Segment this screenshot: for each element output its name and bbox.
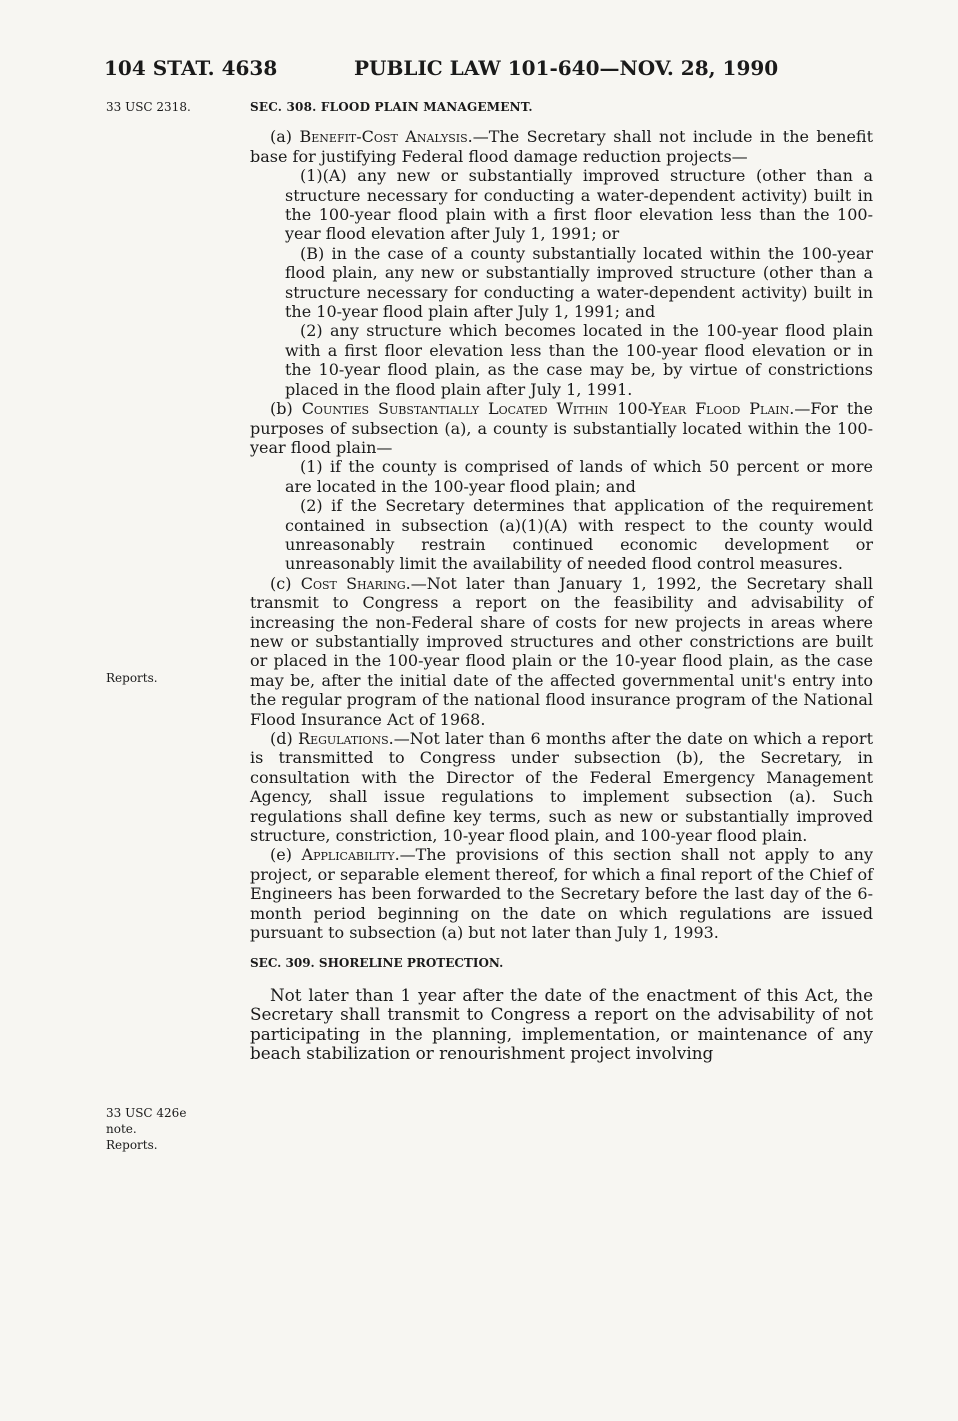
margin-note-reports-2: Reports. xyxy=(106,1138,158,1152)
paragraph-b1: (1) if the county is comprised of lands of which 50 percent or more are located in the 100-year flood plain; and xyxy=(285,457,873,496)
section-308-heading: SEC. 308. FLOOD PLAIN MANAGEMENT. xyxy=(250,100,533,114)
section-309-heading: SEC. 309. SHORELINE PROTECTION. xyxy=(250,956,504,971)
stat-page-number: 104 STAT. 4638 xyxy=(104,56,278,80)
subsection-c-title: Cost Sharing. xyxy=(300,573,411,593)
paragraph-b2: (2) if the Secretary determines that application of the requirement contained in subsection (a)(1)(A) with respect to the county would unreasonably restrain continued economic development or unreasonably limit the availability of needed flood control measures. xyxy=(285,496,873,574)
paragraph-a1A: (1)(A) any new or substantially improved structure (other than a structure necessary for conducting a water-dependent activity) built in the 100-year flood plain with a first floor elevation less than the 100-year flood elevation after July 1, 1991; or xyxy=(285,166,873,244)
document-body xyxy=(250,98,873,1064)
paragraph-a1B: (B) in the case of a county substantially located within the 100-year flood plain, any new or substantially improved structure (other than a structure necessary for conducting a water-dependent activity) built in the 10-year flood plain after July 1, 1991; and xyxy=(285,243,873,322)
margin-note-usc-426e: 33 USC 426e xyxy=(106,1106,187,1120)
subsection-e-title: Applicability. xyxy=(301,845,400,865)
margin-note-note: note. xyxy=(106,1122,137,1136)
margin-note-usc-2318: 33 USC 2318. xyxy=(106,100,191,114)
subsection-a: (a) Benefit-Cost Analysis.—The Secretary shall not include in the benefit base for justifying Federal flood damage reduction projects— xyxy=(250,127,874,166)
subsection-d: (d) Regulations.—Not later than 6 months after the date on which a report is transmitted to Congress under subsection (b), the Secretary, in consultation with the Director of the Federal Emergency Management Agency, shall issue regulations to implement subsection (a). Such regulations shall define key terms, such as new or substantially improved structure, constriction, 10-year flood plain, and 100-year flood plain. xyxy=(250,729,874,846)
subsection-d-title: Regulations. xyxy=(298,729,394,748)
section-309-text: Not later than 1 year after the date of the enactment of this Act, the Secretary shall transmit to Congress a report on the advisability of not participating in the planning, implementation, or maintenance of any beach stabilization or renourishment project involving xyxy=(250,984,873,1064)
subsection-c: (c) Cost Sharing.—Not later than January 1, 1992, the Secretary shall transmit to Congress a report on the feasibility and advisability of increasing the non-Federal share of costs for new projects in areas where new or substantially improved structures and other constrictions are built or placed in the 100-year flood plain or the 10-year flood plain, as the case may be, after the initial date of the affected governmental unit's entry into the regular program of the national flood insurance program of the National Flood Insurance Act of 1968. xyxy=(250,573,874,729)
paragraph-a2: (2) any structure which becomes located in the 100-year flood plain with a first floor elevation less than the 100-year flood elevation or in the 10-year flood plain, as the case may be, by virtue of constrictions placed in the flood plain after July 1, 1991. xyxy=(285,321,873,399)
subsection-b-title: Counties Substantially Located Within 100-Year Flood Plain. xyxy=(301,399,795,419)
public-law-title: PUBLIC LAW 101-640—NOV. 28, 1990 xyxy=(354,56,779,80)
subsection-e: (e) Applicability.—The provisions of this section shall not apply to any project, or separable element thereof, for which a final report of the Chief of Engineers has been forwarded to the Secretary before the last day of the 6-month period beginning on the date on which regulations are issued pursuant to subsection (a) but not later than July 1, 1993. xyxy=(250,845,873,943)
subsection-b: (b) Counties Substantially Located Within 100-Year Flood Plain.—For the purposes of subsection (a), a county is substantially located within the 100-year flood plain— xyxy=(250,399,874,457)
subsection-a-title: Benefit-Cost Analysis. xyxy=(299,127,473,147)
margin-note-reports: Reports. xyxy=(106,671,158,685)
